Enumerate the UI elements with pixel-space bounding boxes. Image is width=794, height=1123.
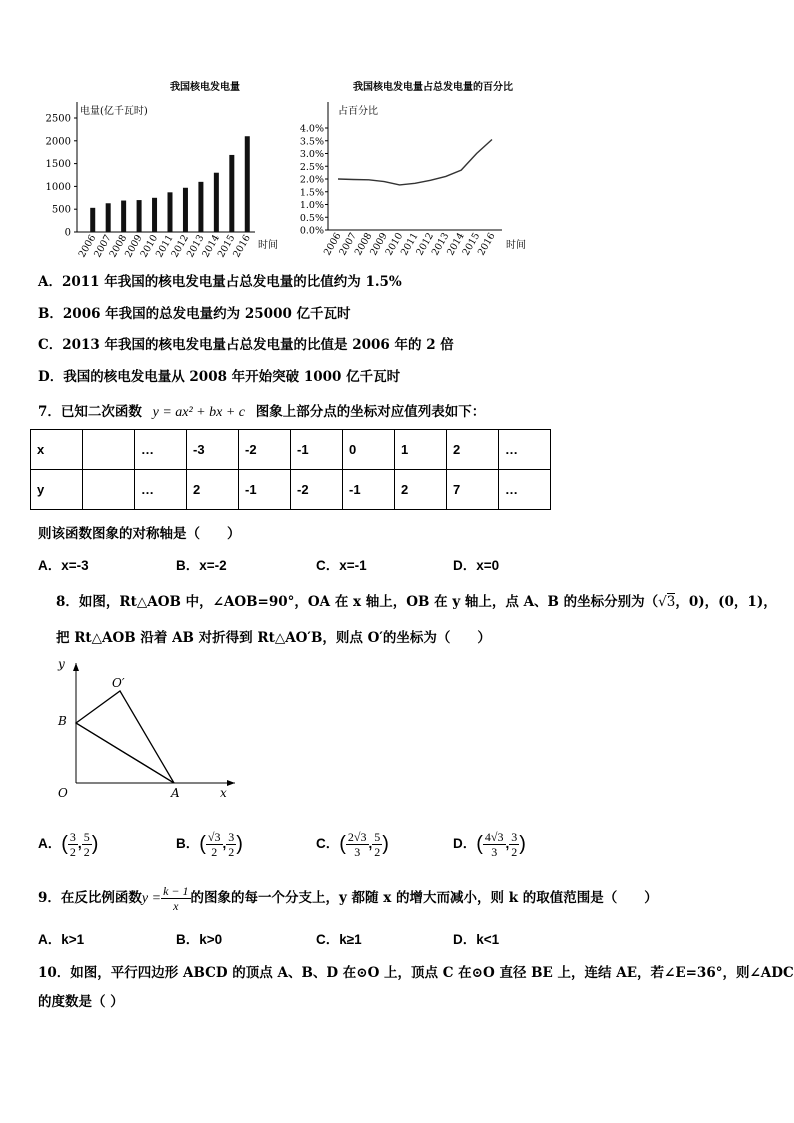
table-cell: 2 (395, 470, 447, 510)
table-cell: 0 (343, 430, 395, 470)
q6-option-a: A．2011 年我国的核电发电量占总发电量的比值约为 1.5% (38, 274, 402, 290)
x-tick-label: 2014 (445, 231, 467, 258)
q7-prefix: 7．已知二次函数 (38, 404, 142, 420)
denominator: 2 (511, 845, 518, 859)
x-tick-label: 2016 (475, 231, 498, 258)
q9-option-a: A．k>1 (38, 932, 85, 947)
close-paren-icon: ) (91, 833, 99, 855)
q8-line1-a: 8．如图，Rt△AOB 中，∠AOB=90°，OA 在 x 轴上，OB 在 y 轴上，点 A、B 的坐标分别为（ (56, 594, 659, 610)
q7-formula: y = ax² + bx + c (152, 405, 246, 420)
numerator: 3 (228, 830, 235, 844)
x-tick-label: 2009 (368, 231, 390, 258)
q9-y-eq: y = (141, 891, 162, 906)
y-tick-label: 1000 (45, 181, 71, 193)
x-tick-label: 2007 (92, 233, 114, 260)
chart2-xlabel: 时间 (506, 240, 526, 251)
q8-sqrt-value: 3 (666, 594, 676, 610)
table-cell: … (135, 470, 187, 510)
x-tick-label: 2014 (200, 233, 222, 260)
x-tick-label: 2011 (398, 231, 421, 258)
chart1-xlabel: 时间 (258, 240, 278, 251)
bar (121, 201, 126, 232)
bar (183, 188, 188, 232)
x-tick-label: 2010 (383, 231, 406, 258)
chart2-ylabel: 占百分比 (338, 106, 378, 117)
q8-line1 (56, 590, 777, 610)
q10-line1: 10．如图，平行四边形 ABCD 的顶点 A、B、D 在⊙O 上，顶点 C 在⊙O 直径 BE 上，连结 AE，若∠E=36°，则∠ADC (38, 965, 794, 981)
close-paren-icon: ) (382, 833, 389, 855)
y-tick-label: 500 (51, 204, 71, 216)
line-chart-nuclear-share (300, 80, 526, 257)
y-tick-label: 1.5% (299, 187, 324, 199)
x-tick-label: 2009 (123, 233, 145, 260)
close-paren-icon: ) (236, 833, 243, 855)
denominator: 2 (374, 845, 381, 859)
denominator: 2 (69, 845, 76, 859)
bar (245, 136, 250, 232)
numerator: 2√3 (347, 830, 367, 844)
q9-prefix: 9．在反比例函数 (38, 890, 142, 906)
option-label: B． (176, 836, 200, 852)
triangle-ao-prime-b (76, 691, 174, 783)
q9-suffix: 的图象的每一个分支上，y 都随 x 的增大而减小，则 k 的取值范围是（ ） (190, 890, 658, 906)
chart2-series-line (338, 140, 492, 185)
bar (214, 173, 219, 232)
q8-option-a: A．( $\frac{3}{2}$ , $\frac{5}{2}$ ) (38, 830, 99, 859)
denominator: 2 (83, 845, 90, 859)
bar (152, 198, 157, 232)
x-tick-label: 2011 (153, 233, 176, 260)
open-paren-icon: ( (339, 833, 346, 855)
q10-line2: 的度数是（ ） (38, 994, 124, 1010)
label-x: x (220, 786, 227, 800)
label-a: A (171, 786, 180, 800)
open-paren-icon: ( (199, 833, 206, 855)
q8-line2: 把 Rt△AOB 沿着 AB 对折得到 Rt△AO′B，则点 O′的坐标为（ ） (56, 630, 491, 646)
table-row (31, 470, 551, 510)
y-tick-label: 0 (64, 227, 71, 239)
chart1-ylabel: 电量(亿千瓦时) (80, 106, 148, 117)
y-tick-label: 4.0% (299, 123, 324, 135)
bar (137, 200, 142, 232)
bar (229, 155, 234, 232)
y-tick-label: 2500 (45, 113, 71, 125)
q8-option-d: D．( $\frac{4√3}{3}$ , $\frac{3}{2}$ ) (453, 830, 526, 859)
denominator: 2 (211, 845, 218, 859)
table-cell: 7 (447, 470, 499, 510)
option-label: A． (38, 836, 62, 852)
table-cell (83, 470, 135, 510)
q9-option-b: B．k>0 (176, 932, 223, 947)
open-paren-icon: ( (476, 833, 483, 855)
table-cell: -3 (187, 430, 239, 470)
bar (168, 192, 173, 232)
y-tick-label: 2.5% (299, 161, 324, 173)
numerator: 4√3 (484, 830, 504, 844)
x-tick-label: 2012 (414, 231, 436, 258)
x-tick-label: 2015 (215, 233, 238, 260)
numerator: 3 (511, 830, 518, 844)
chart2-title: 我国核电发电量占总发电量的百分比 (353, 82, 513, 93)
table-cell: … (499, 470, 551, 510)
table-row (31, 430, 551, 470)
fraction (206, 830, 223, 859)
table-cell: -1 (291, 430, 343, 470)
x-tick-label: 2013 (429, 231, 452, 258)
y-axis-arrow-icon (73, 663, 79, 671)
table-cell: … (499, 430, 551, 470)
x-tick-label: 2016 (231, 233, 253, 260)
q8-option-b: B．( $\frac{√3}{2}$ , $\frac{3}{2}$ ) (176, 830, 243, 859)
bar (106, 203, 111, 232)
option-label: C． (316, 836, 340, 852)
numerator: 5 (374, 830, 381, 844)
table-cell: x (31, 430, 83, 470)
y-tick-label: 3.5% (299, 136, 324, 148)
table-cell: 2 (187, 470, 239, 510)
q7-suffix: 图象上部分点的坐标对应值列表如下： (255, 404, 486, 420)
y-tick-label: 1.0% (299, 200, 324, 211)
label-o: O (58, 786, 68, 800)
bar (90, 208, 95, 232)
q7-question: 则该函数图象的对称轴是（ ） (38, 526, 241, 542)
table-cell: -2 (239, 430, 291, 470)
x-tick-label: 2008 (107, 233, 130, 260)
q8-line1-b: ，0)，(0，1)， (675, 594, 777, 610)
table-cell: 1 (395, 430, 447, 470)
x-tick-label: 2006 (321, 231, 344, 258)
table-cell: -2 (291, 470, 343, 510)
q6-option-d: D．我国的核电发电量从 2008 年开始突破 1000 亿千瓦时 (38, 369, 401, 385)
table-cell: -1 (239, 470, 291, 510)
label-o-prime: O′ (112, 676, 125, 690)
y-tick-label: 3.0% (299, 149, 324, 160)
numerator: 3 (69, 830, 76, 844)
numerator: √3 (207, 830, 221, 844)
close-paren-icon: ) (519, 833, 526, 855)
q7-option-a: A．x=-3 (38, 558, 89, 573)
table-cell: … (135, 430, 187, 470)
y-tick-label: 2000 (45, 136, 71, 148)
chart1-title: 我国核电发电量 (170, 82, 240, 93)
charts-figure (30, 72, 540, 262)
q9-option-d: D．k<1 (453, 932, 500, 947)
q7-stem (38, 400, 485, 421)
bar-chart-nuclear-output (46, 80, 278, 259)
option-label: D． (453, 836, 477, 852)
denominator: x (173, 899, 179, 913)
table-cell: -1 (343, 470, 395, 510)
x-tick-label: 2012 (169, 233, 192, 260)
fraction (82, 830, 92, 859)
numerator: 5 (83, 830, 90, 844)
label-b: B (58, 714, 67, 728)
denominator: 2 (228, 845, 235, 859)
table-cell: y (31, 470, 83, 510)
q9-option-c: C．k≥1 (316, 932, 362, 947)
x-tick-label: 2010 (138, 233, 161, 260)
sqrt-icon: √ (658, 594, 667, 610)
q8-option-c: C．( $\frac{2√3}{3}$ , $\frac{5}{2}$ ) (316, 830, 389, 859)
fraction (372, 830, 382, 859)
y-tick-label: 1500 (45, 159, 71, 171)
denominator: 3 (491, 845, 498, 859)
q6-option-c: C．2013 年我国的核电发电量占总发电量的比值是 2006 年的 2 倍 (38, 337, 454, 353)
q6-option-b: B．2006 年我国的总发电量约为 25000 亿千瓦时 (38, 306, 351, 322)
fraction (509, 830, 519, 859)
q9-stem (38, 884, 658, 913)
y-tick-label: 0.5% (299, 212, 324, 224)
q7-option-c: C．x=-1 (316, 558, 367, 573)
fraction (483, 830, 506, 859)
label-y: y (58, 657, 65, 671)
x-tick-label: 2006 (76, 233, 99, 260)
table-cell: 2 (447, 430, 499, 470)
segment-ab (76, 723, 174, 783)
y-tick-label: 2.0% (299, 174, 324, 186)
open-paren-icon: ( (61, 833, 68, 855)
table-cell (83, 430, 135, 470)
x-tick-label: 2015 (460, 231, 483, 258)
q7-option-d: D．x=0 (453, 558, 500, 573)
x-tick-label: 2008 (352, 231, 375, 258)
fraction (226, 830, 236, 859)
fraction (68, 830, 78, 859)
y-tick-label: 0.0% (299, 225, 324, 237)
x-tick-label: 2007 (337, 231, 359, 258)
x-axis-arrow-icon (227, 780, 235, 786)
q8-figure (40, 655, 250, 805)
numerator: k − 1 (163, 884, 189, 898)
q7-value-table (30, 429, 551, 510)
q9-fraction (161, 884, 190, 913)
denominator: 3 (354, 845, 361, 859)
bar (198, 182, 203, 232)
q7-option-b: B．x=-2 (176, 558, 227, 573)
fraction (346, 830, 369, 859)
x-tick-label: 2013 (184, 233, 207, 260)
